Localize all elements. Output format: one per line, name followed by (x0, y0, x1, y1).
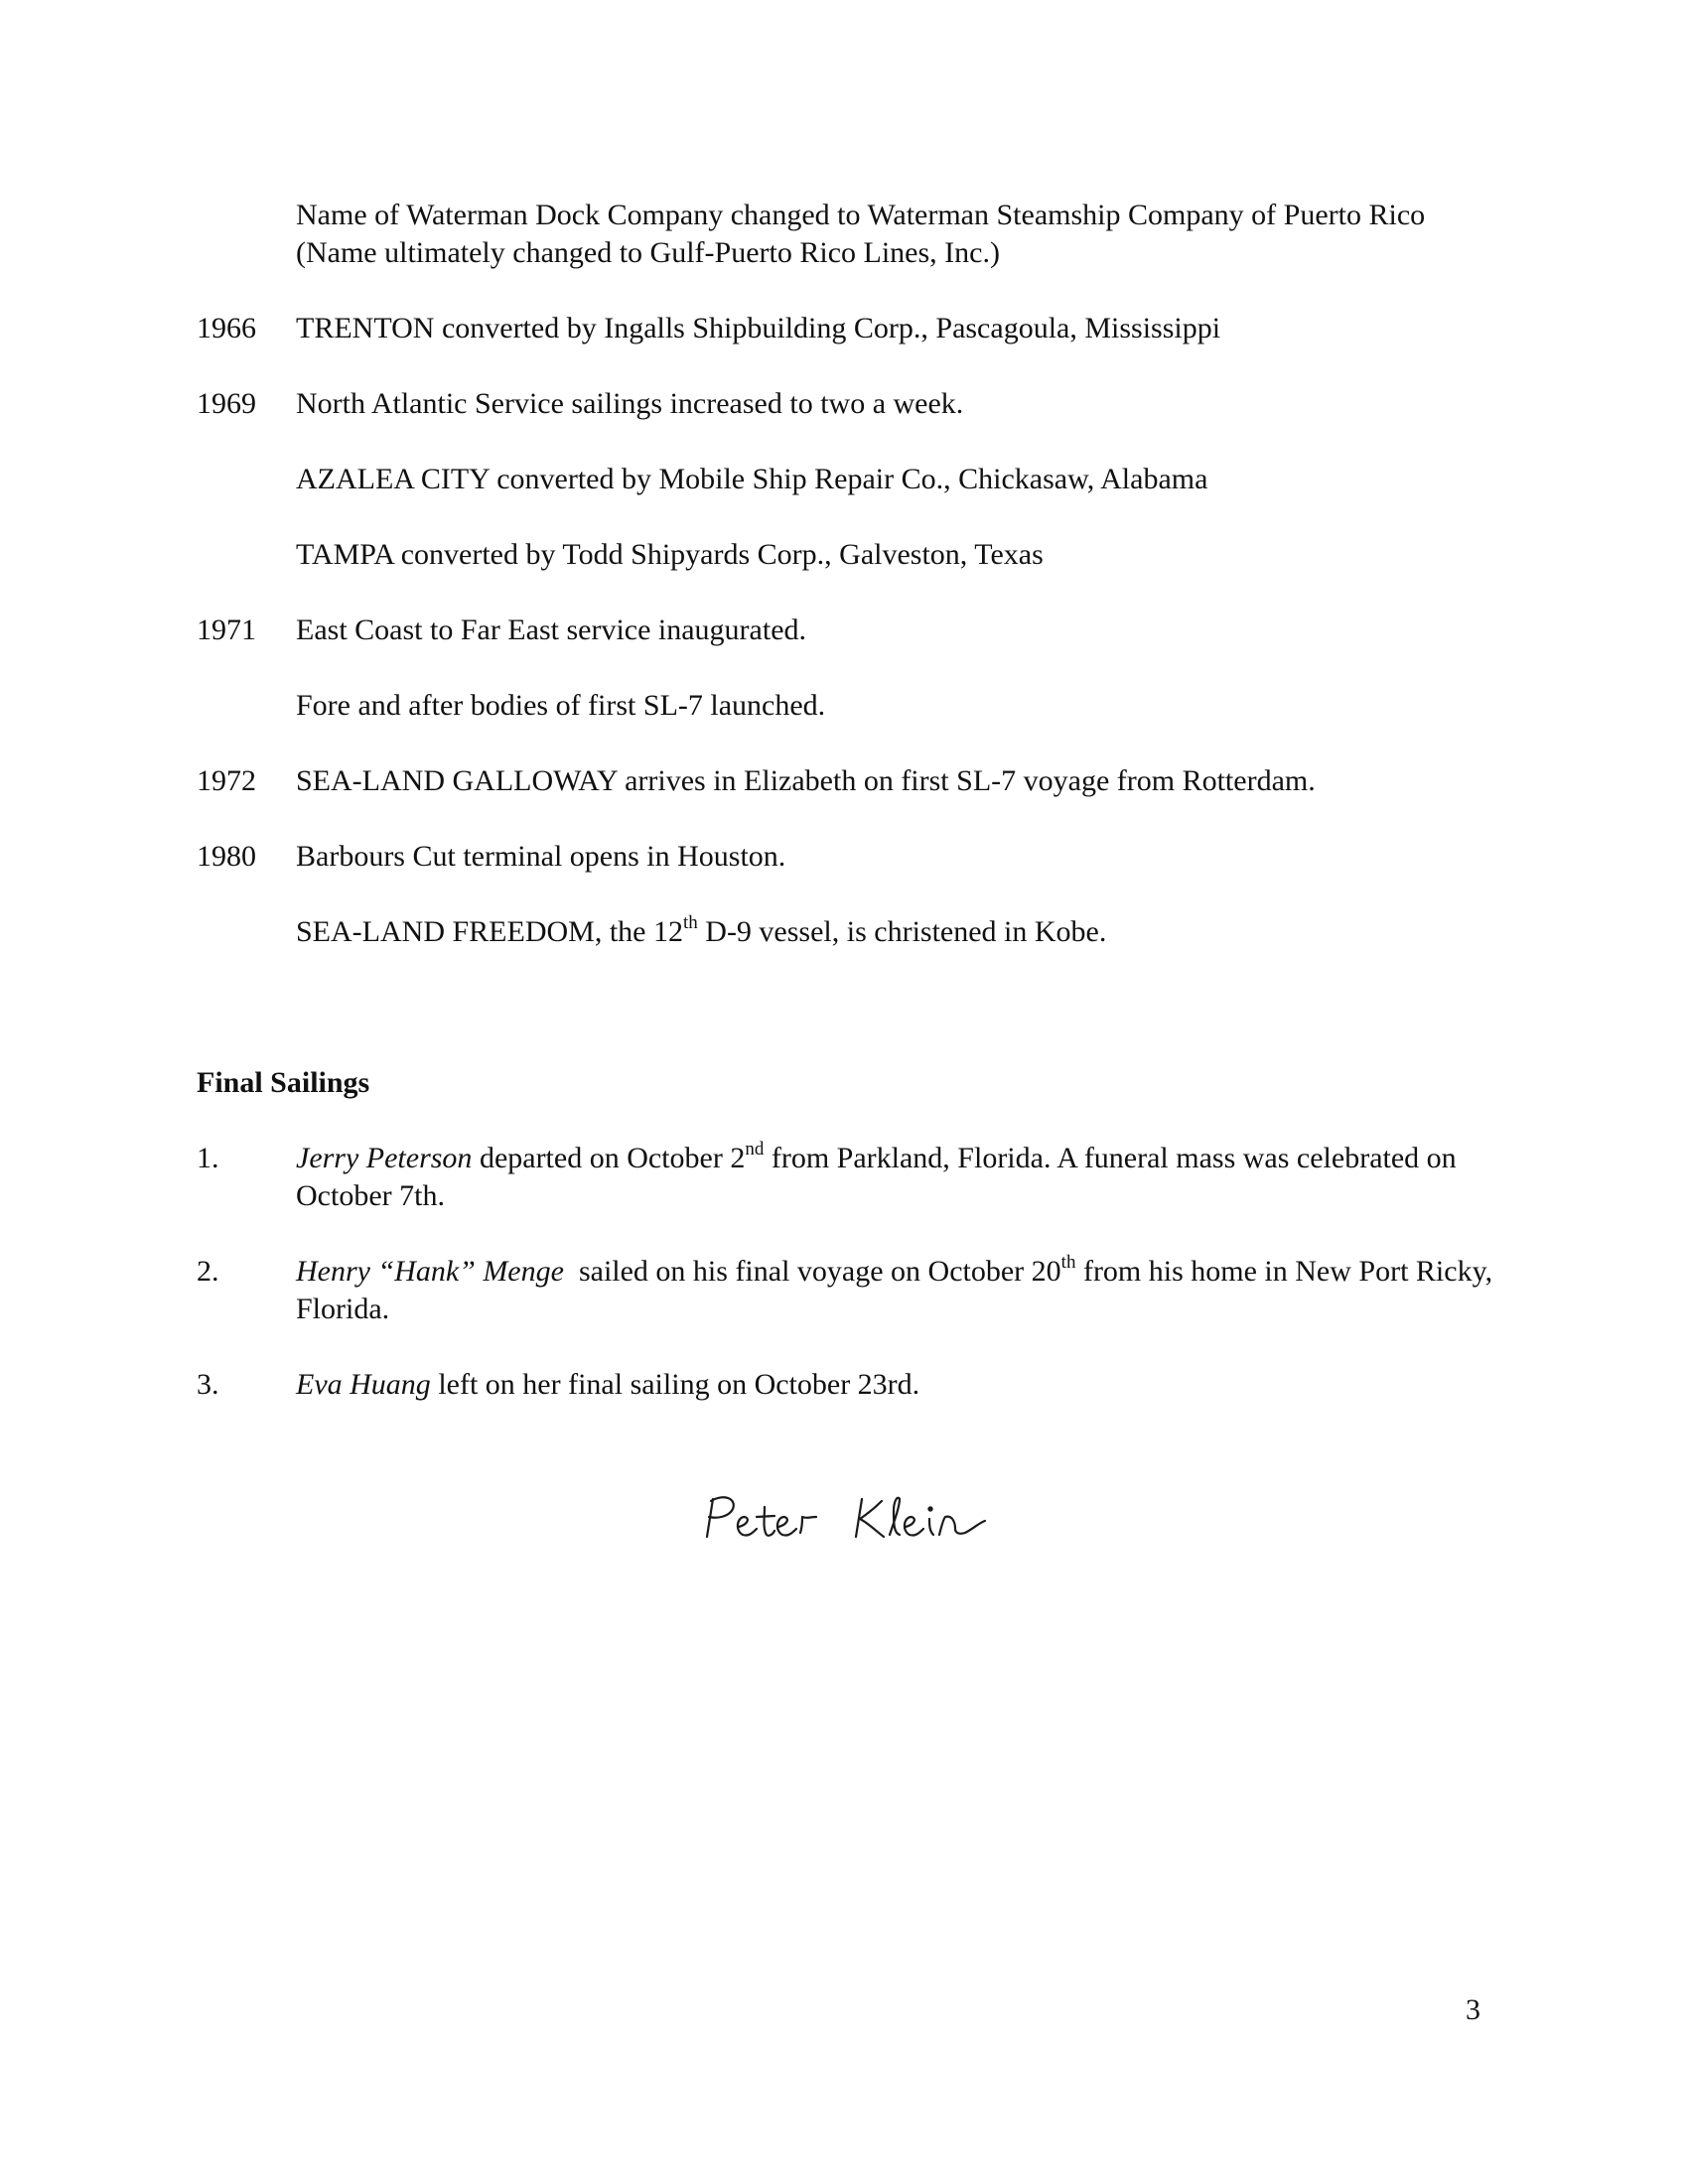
text-after: from his home in New Port Ricky, Florida. (296, 1255, 1500, 1325)
text-after: from Parkland, Florida. A funeral mass was celebrated on October 7th. (296, 1142, 1457, 1212)
entry-year: 1971 (197, 614, 256, 646)
person-name: Eva Huang (296, 1368, 431, 1401)
text-after: D-9 vessel, is christened in Kobe. (697, 915, 1107, 948)
handwritten-signature (695, 1487, 1112, 1557)
item-number: 3. (197, 1368, 219, 1401)
section-heading: Final Sailings (197, 1066, 370, 1099)
entry-year: 1966 (197, 312, 256, 344)
entry-text: North Atlantic Service sailings increased to two a week. (296, 387, 964, 420)
entry-text: AZALEA CITY converted by Mobile Ship Repair Co., Chickasaw, Alabama (296, 463, 1208, 495)
entry-text: Barbours Cut terminal opens in Houston. (296, 840, 786, 873)
text-before: departed on October 2 (472, 1142, 746, 1174)
entry-text: Fore and after bodies of first SL-7 launched. (296, 689, 826, 722)
entry-year: 1969 (197, 387, 256, 420)
item-text (296, 1253, 1507, 1328)
text-before: left on her final sailing on October 23rd. (430, 1368, 920, 1401)
text-before: sailed on his final voyage on October 20 (563, 1255, 1061, 1288)
ordinal-suffix: th (1060, 1252, 1076, 1273)
item-text (296, 1366, 1507, 1404)
entry-text: TRENTON converted by Ingalls Shipbuilding Corp., Pascagoula, Mississippi (296, 312, 1221, 344)
person-name: Jerry Peterson (296, 1142, 473, 1174)
item-number: 2. (197, 1255, 219, 1288)
item-number: 1. (197, 1142, 219, 1174)
entry-text: SEA-LAND GALLOWAY arrives in Elizabeth on first SL-7 voyage from Rotterdam. (296, 764, 1316, 797)
entry-text: East Coast to Far East service inaugurated. (296, 614, 807, 646)
page-number: 3 (1466, 1993, 1480, 2026)
person-name: Henry “Hank” Menge (296, 1255, 564, 1288)
text-before: SEA-LAND FREEDOM, the 12 (296, 915, 683, 948)
entry-text (296, 913, 1507, 951)
entry-text: TAMPA converted by Todd Shipyards Corp., Galveston, Texas (296, 538, 1044, 571)
entry-year: 1980 (197, 840, 256, 873)
ordinal-suffix: nd (745, 1139, 765, 1160)
item-text (296, 1140, 1507, 1215)
ordinal-suffix: th (683, 912, 698, 933)
entry-text: Name of Waterman Dock Company changed to Waterman Steamship Company of Puerto Rico (Name ultimately changed to Gulf-Puerto Rico Lines, Inc.) (296, 199, 1426, 269)
entry-year: 1972 (197, 764, 256, 797)
